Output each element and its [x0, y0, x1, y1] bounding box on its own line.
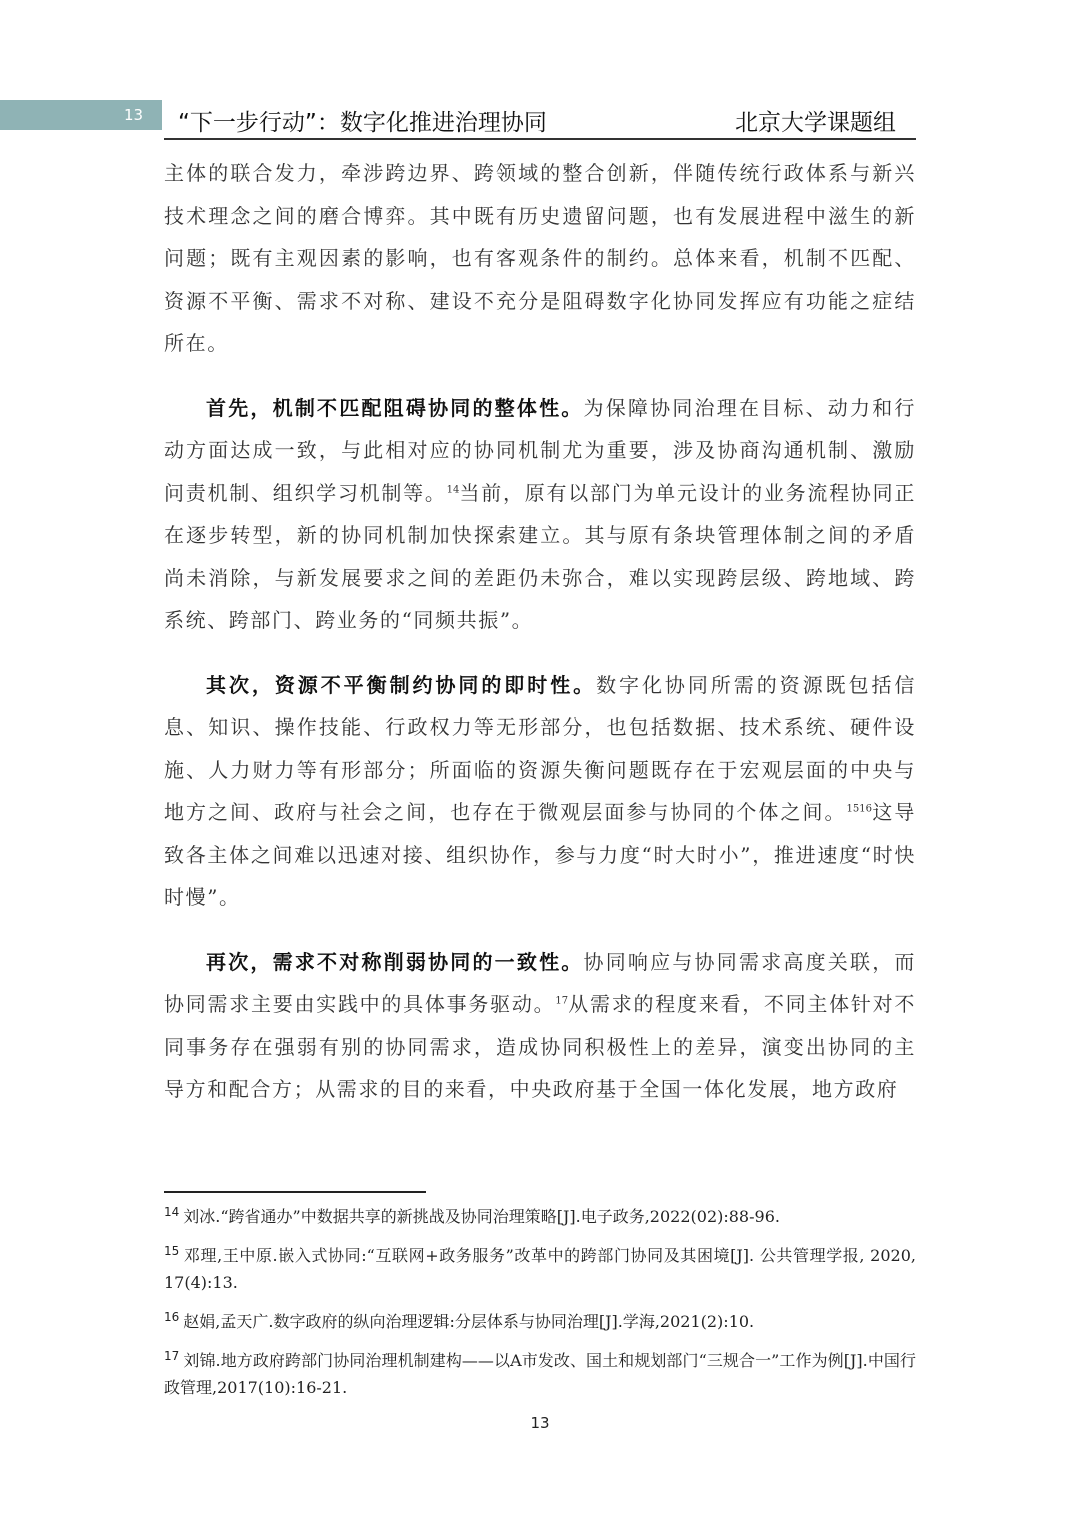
paragraph-4-text-b: 从需求的程度来看，不同主体针对不同事务存在强弱有别的协同需求，造成协同积极性上的差异，演变出协同的主导方和配合方；从需求的目的来看，中央政府基于全国一体化发展，地方政府 — [164, 992, 916, 1101]
header-divider — [164, 138, 916, 140]
footnote-text: 赵娟,孟天广.数字政府的纵向治理逻辑:分层体系与协同治理[J].学海,2021(2):10. — [183, 1312, 755, 1331]
footnote-number: 15 — [164, 1243, 180, 1258]
footnote-number: 16 — [164, 1309, 180, 1324]
footnote-text: 刘锦.地方政府跨部门协同治理机制建构——以A市发改、国土和规划部门“三规合一”工作为例[J].中国行政管理,2017(10):16-21. — [164, 1351, 916, 1397]
header-page-tab: 13 — [124, 106, 144, 124]
footnote-number: 14 — [164, 1204, 180, 1219]
footnote-14 — [164, 1203, 916, 1230]
paragraph-3 — [164, 664, 916, 919]
footnote-ref-14[interactable]: 14 — [446, 483, 460, 495]
footnote-text: 刘冰.“跨省通办”中数据共享的新挑战及协同治理策略[J].电子政务,2022(02):88-96. — [183, 1207, 780, 1226]
footnote-17 — [164, 1347, 916, 1401]
body-text — [164, 152, 916, 1111]
page-number: 13 — [530, 1414, 550, 1432]
paragraph-4-lead: 再次，需求不对称削弱协同的一致性。 — [206, 949, 584, 974]
paragraph-2-text-b: 当前，原有以部门为单元设计的业务流程协同正在逐步转型，新的协同机制加快探索建立。其与原有条块管理体制之间的矛盾尚未消除，与新发展要求之间的差距仍未弥合，难以实现跨层级、跨地域、跨系统、跨部门、跨业务的“同频共振”。 — [164, 480, 916, 632]
paragraph-1: 主体的联合发力，牵涉跨边界、跨领域的整合创新，伴随传统行政体系与新兴技术理念之间的磨合博弈。其中既有历史遗留问题，也有发展进程中滋生的新问题；既有主观因素的影响，也有客观条件的制约。总体来看，机制不匹配、资源不平衡、需求不对称、建设不充分是阻碍数字化协同发挥应有功能之症结所在。 — [164, 161, 916, 355]
paragraph-2 — [164, 387, 916, 642]
header-title: “下一步行动”：数字化推进治理协同 — [178, 110, 547, 136]
footnote-ref-17[interactable]: 17 — [555, 995, 569, 1007]
paragraph-4 — [164, 941, 916, 1111]
header-org: 北京大学课题组 — [735, 110, 896, 136]
footnote-rule — [164, 1191, 426, 1193]
footnotes — [164, 1203, 916, 1413]
paragraph-2-lead: 首先，机制不匹配阻碍协同的整体性。 — [206, 395, 584, 420]
footnote-ref-15-16[interactable]: 1516 — [846, 803, 872, 815]
footnote-number: 17 — [164, 1348, 180, 1363]
paragraph-3-text-a: 数字化协同所需的资源既包括信息、知识、操作技能、行政权力等无形部分，也包括数据、技术系统、硬件设施、人力财力等有形部分；所面临的资源失衡问题既存在于宏观层面的中央与地方之间、政府与社会之间，也存在于微观层面参与协同的个体之间。 — [164, 672, 916, 824]
paragraph-2-text-a: 为保障协同治理在目标、动力和行动方面达成一致，与此相对应的协同机制尤为重要，涉及协商沟通机制、激励问责机制、组织学习机制等。 — [164, 395, 917, 505]
paragraph-4-text-a: 协同响应与协同需求高度关联，而协同需求主要由实践中的具体事务驱动。 — [164, 949, 917, 1016]
footnote-16 — [164, 1308, 916, 1335]
footnote-text: 邓理,王中原.嵌入式协同:“互联网+政务服务”改革中的跨部门协同及其困境[J]. 公共管理学报, 2020, 17(4):13. — [164, 1246, 916, 1292]
paragraph-3-text-b: 这导致各主体之间难以迅速对接、组织协作，参与力度“时大时小”，推进速度“时快时慢”。 — [164, 800, 917, 909]
footnote-15 — [164, 1242, 916, 1296]
paragraph-3-lead: 其次，资源不平衡制约协同的即时性。 — [206, 672, 597, 697]
